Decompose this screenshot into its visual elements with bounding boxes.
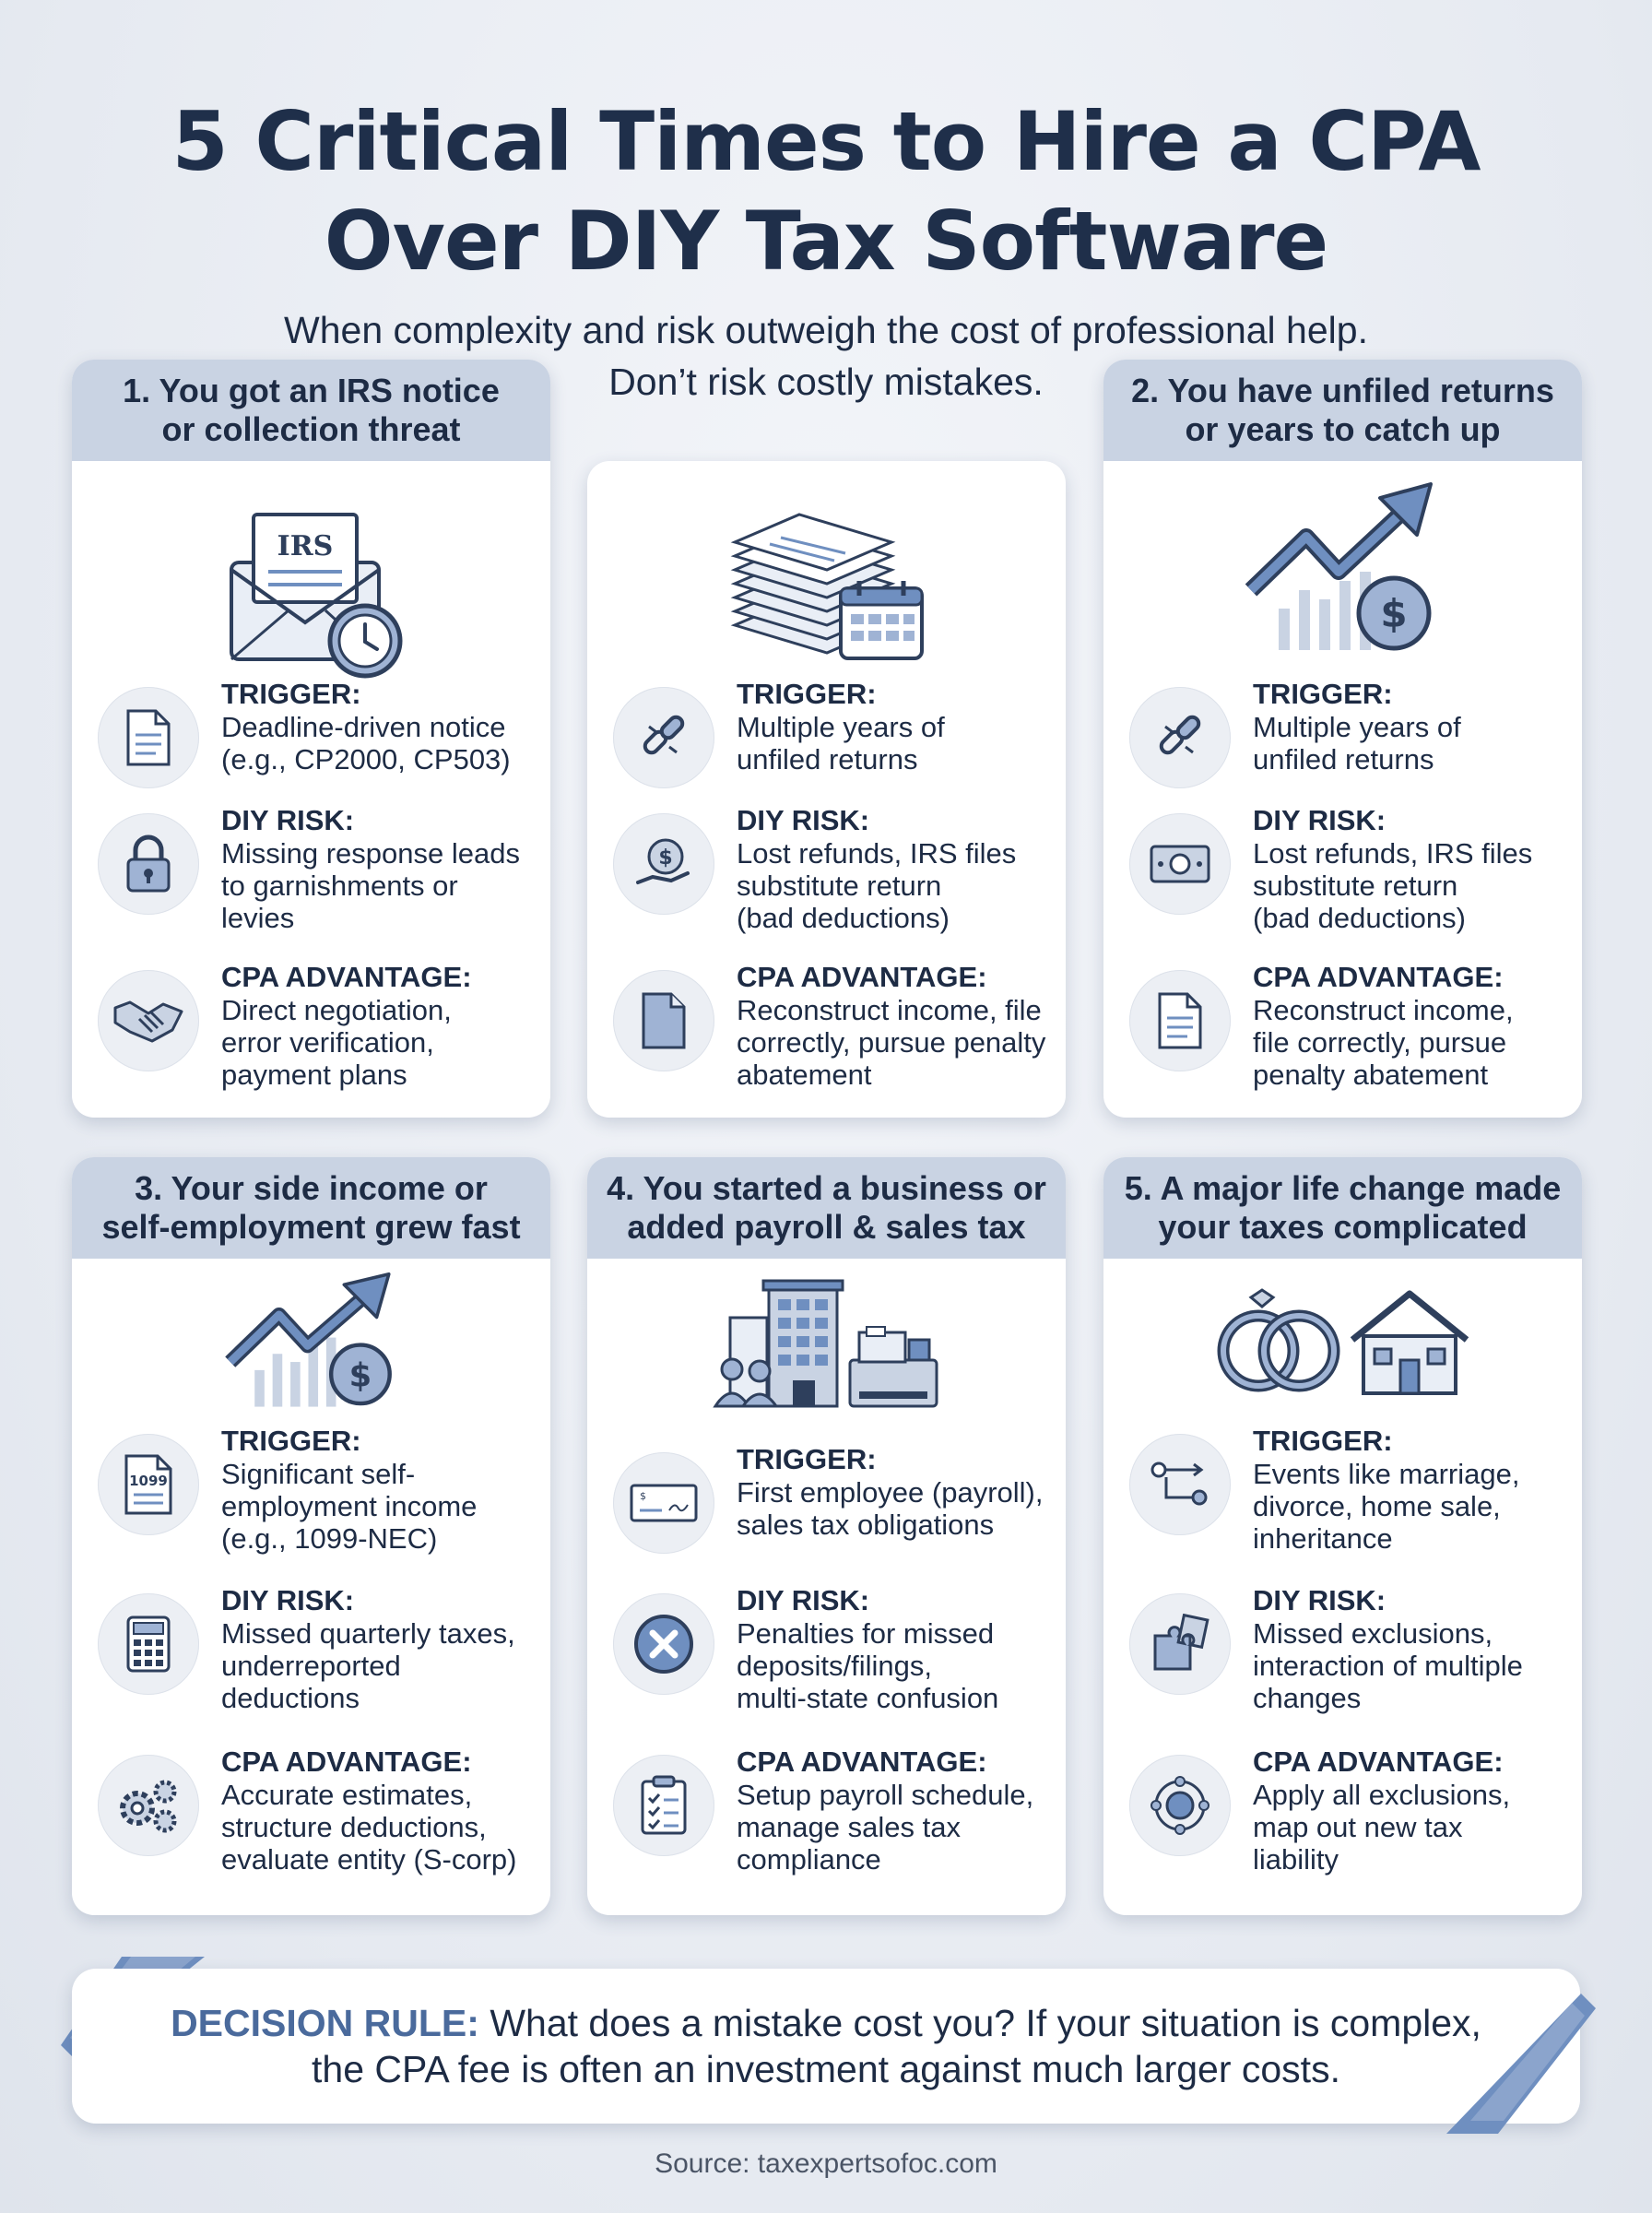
flow-arrows-icon — [1129, 1434, 1231, 1535]
trigger-text: Multiple years of unfiled returns — [1253, 711, 1461, 775]
risk-row — [613, 1584, 1046, 1722]
document-icon — [613, 970, 714, 1071]
advantage-text: Accurate estimates, structure deductions, evaluate entity (S-corp) — [221, 1779, 517, 1876]
trigger-label: TRIGGER: — [1253, 678, 1393, 710]
card-side-income — [72, 1157, 550, 1915]
trigger-label: TRIGGER: — [221, 678, 361, 710]
risk-label: DIY RISK: — [737, 1584, 870, 1616]
risk-text: Missed quarterly taxes, underreported deductions — [221, 1617, 515, 1714]
risk-row — [1129, 804, 1563, 942]
risk-text: Penalties for missed deposits/filings, multi-state confusion — [737, 1617, 999, 1714]
advantage-row — [1129, 1746, 1563, 1884]
form-text: 1099 — [129, 1473, 168, 1489]
trigger-text: Deadline-driven notice (e.g., CP2000, CP503) — [221, 711, 511, 775]
card-unfiled-returns — [1103, 360, 1582, 1118]
growth-chart-dollar-icon — [1242, 479, 1445, 655]
hand-dollar-icon — [613, 813, 714, 915]
trigger-label: TRIGGER: — [737, 678, 877, 710]
advantage-text: Setup payroll schedule, manage sales tax compliance — [737, 1779, 1034, 1876]
advantage-row — [613, 961, 1046, 1099]
advantage-text: Reconstruct income, file correctly, pursue penalty abatement — [737, 994, 1046, 1091]
risk-row — [98, 1584, 531, 1722]
close-circle-icon — [613, 1593, 714, 1695]
document-icon — [1129, 970, 1231, 1071]
risk-label: DIY RISK: — [221, 804, 355, 836]
trigger-text: Significant self- employment income (e.g., 1099-NEC) — [221, 1458, 478, 1555]
advantage-row — [613, 1746, 1046, 1884]
advantage-text: Apply all exclusions, map out new tax liability — [1253, 1779, 1511, 1876]
card-unfiled-middle — [587, 461, 1066, 1118]
title-line-1: 5 Critical Times to Hire a CPA — [171, 94, 1481, 189]
title-line-2: Over DIY Tax Software — [324, 194, 1328, 289]
trigger-row — [1129, 678, 1563, 816]
check-payment-icon — [613, 1452, 714, 1554]
card-irs-notice — [72, 360, 550, 1118]
risk-text: Lost refunds, IRS files substitute return (bad deductions) — [1253, 837, 1533, 934]
padlock-icon — [98, 813, 199, 915]
trigger-text: Multiple years of unfiled returns — [737, 711, 945, 775]
trigger-row — [613, 1443, 1046, 1581]
source-credit: Source: taxexpertsofoc.com — [655, 2148, 997, 2179]
advantage-label: CPA ADVANTAGE: — [1253, 961, 1504, 993]
risk-label: DIY RISK: — [1253, 1584, 1386, 1616]
trigger-text: First employee (payroll), sales tax obligations — [737, 1476, 1044, 1541]
advantage-label: CPA ADVANTAGE: — [737, 961, 987, 993]
risk-text: Lost refunds, IRS files substitute return (bad deductions) — [737, 837, 1017, 934]
risk-text: Missing response leads to garnishments or levies — [221, 837, 520, 934]
advantage-label: CPA ADVANTAGE: — [1253, 1746, 1504, 1778]
handshake-icon — [98, 970, 199, 1071]
business-building-register-icon — [712, 1277, 942, 1411]
svg-text:$: $ — [1379, 591, 1408, 636]
card-title: 2. You have unfiled returns or years to catch up — [1103, 360, 1582, 461]
gears-icon — [98, 1755, 199, 1856]
trigger-label: TRIGGER: — [1253, 1425, 1393, 1457]
trigger-row — [98, 1425, 531, 1563]
trigger-row — [613, 678, 1046, 816]
irs-text: IRS — [277, 530, 333, 562]
risk-label: DIY RISK: — [221, 1584, 355, 1616]
card-business — [587, 1157, 1066, 1915]
risk-label: DIY RISK: — [737, 804, 870, 836]
advantage-text: Reconstruct income, file correctly, pursue penalty abatement — [1253, 994, 1514, 1091]
decision-rule-label: DECISION RULE: — [171, 2002, 479, 2044]
trigger-label: TRIGGER: — [737, 1443, 877, 1475]
ribbon-right-decoration — [1443, 1992, 1599, 2139]
svg-text:$: $ — [640, 1490, 646, 1502]
advantage-label: CPA ADVANTAGE: — [221, 1746, 472, 1778]
broken-link-icon — [1129, 687, 1231, 788]
decision-rule-line-2: the CPA fee is often an investment against much larger costs. — [312, 2048, 1340, 2090]
page-title — [0, 92, 1652, 291]
advantage-row — [1129, 961, 1563, 1099]
growth-chart-dollar-icon — [219, 1272, 404, 1411]
advantage-label: CPA ADVANTAGE: — [737, 1746, 987, 1778]
document-icon — [98, 687, 199, 788]
puzzle-icon — [1129, 1593, 1231, 1695]
risk-row — [98, 804, 531, 942]
svg-text:$: $ — [348, 1356, 372, 1395]
decision-rule-box — [72, 1969, 1580, 2124]
trigger-text: Events like marriage, divorce, home sale, inheritance — [1253, 1458, 1520, 1555]
card-title: 4. You started a business or added payroll & sales tax — [587, 1157, 1066, 1259]
rings-house-icon — [1214, 1286, 1472, 1397]
card-title: 1. You got an IRS notice or collection threat — [72, 360, 550, 461]
trigger-label: TRIGGER: — [221, 1425, 361, 1457]
subtitle-line-1: When complexity and risk outweigh the cost of professional help. — [284, 309, 1368, 351]
card-title: 3. Your side income or self-employment grew fast — [72, 1157, 550, 1259]
risk-row — [613, 804, 1046, 942]
broken-link-icon — [613, 687, 714, 788]
cash-bill-icon — [1129, 813, 1231, 915]
irs-envelope-clock-icon — [215, 498, 408, 682]
advantage-row — [98, 1746, 531, 1884]
advantage-row — [98, 961, 531, 1099]
card-life-change — [1103, 1157, 1582, 1915]
card-title: 5. A major life change made your taxes complicated — [1103, 1157, 1582, 1259]
svg-text:$: $ — [658, 846, 673, 870]
advantage-label: CPA ADVANTAGE: — [221, 961, 472, 993]
form-1099-icon — [98, 1434, 199, 1535]
trigger-row — [98, 678, 531, 816]
calculator-icon — [98, 1593, 199, 1695]
network-target-icon — [1129, 1755, 1231, 1856]
subtitle-line-2: Don’t risk costly mistakes. — [608, 361, 1044, 403]
risk-row — [1129, 1584, 1563, 1722]
clipboard-checklist-icon — [613, 1755, 714, 1856]
decision-rule-line-1: What does a mistake cost you? If your situation is complex, — [478, 2002, 1481, 2044]
document-stack-calendar-icon — [726, 496, 928, 662]
risk-label: DIY RISK: — [1253, 804, 1386, 836]
trigger-row — [1129, 1425, 1563, 1563]
risk-text: Missed exclusions, interaction of multiple changes — [1253, 1617, 1523, 1714]
advantage-text: Direct negotiation, error verification, payment plans — [221, 994, 452, 1091]
